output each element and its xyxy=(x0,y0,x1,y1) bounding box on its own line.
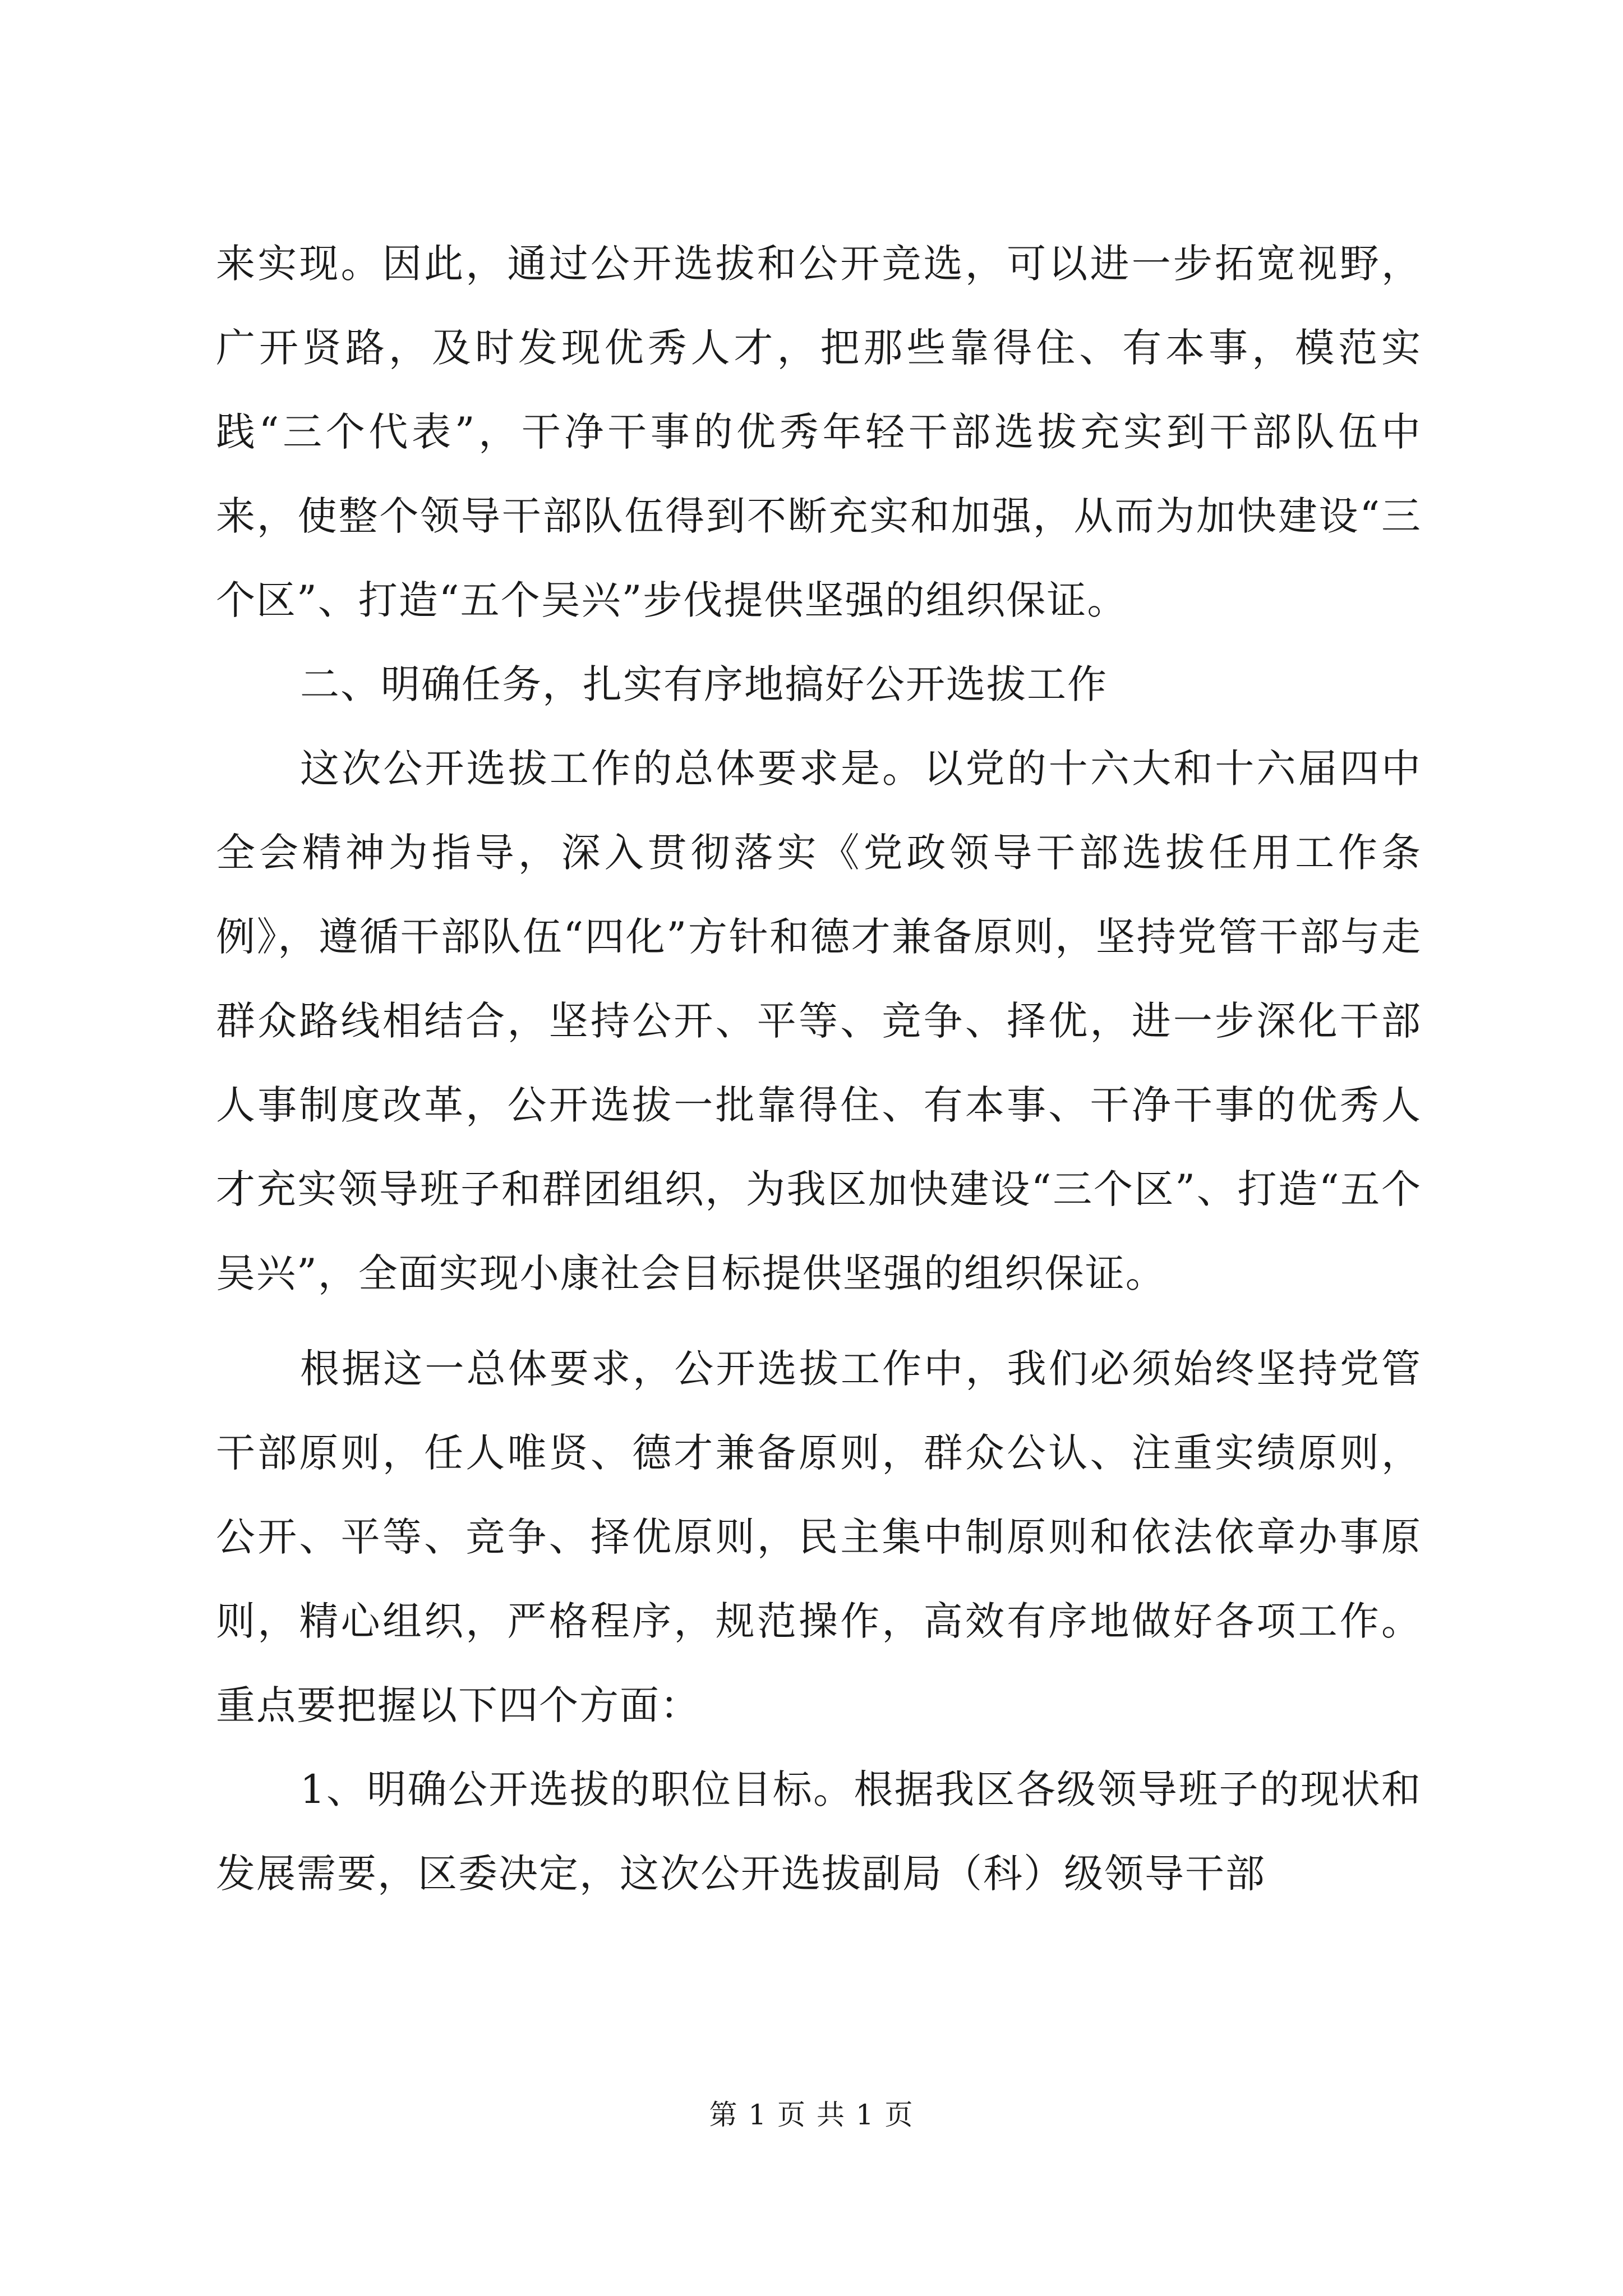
paragraph-overall-requirements: 这次公开选拔工作的总体要求是。以党的十六大和十六届四中全会精神为指导，深入贯彻落实《党政领导干部选拔任用工作条例》，遵循干部队伍“四化”方针和德才兼备原则，坚持党管干部与走群众路线相结合，坚持公开、平等、竞争、择优，进一步深化干部人事制度改革，公开选拔一批靠得住、有本事、干净干事的优秀人才充实领导班子和群团组织，为我区加快建设“三个区”、打造“五个吴兴”，全面实现小康社会目标提供坚强的组织保证。 xyxy=(216,746,1422,1296)
paragraph-continuation: 来实现。因此，通过公开选拔和公开竞选，可以进一步拓宽视野，广开贤路，及时发现优秀人才，把那些靠得住、有本事，模范实践“三个代表”，干净干事的优秀年轻干部选拔充实到干部队伍中来，使整个领导干部队伍得到不断充实和加强，从而为加快建设“三个区”、打造“五个吴兴”步伐提供坚强的组织保证。 xyxy=(216,241,1422,623)
paragraph-principles: 根据这一总体要求，公开选拔工作中，我们必须始终坚持党管干部原则，任人唯贤、德才兼备原则，群众公认、注重实绩原则，公开、平等、竞争、择优原则，民主集中制原则和依法依章办事原则，精心组织，严格程序，规范操作，高效有序地做好各项工作。重点要把握以下四个方面： xyxy=(216,1346,1422,1728)
section-heading: 二、明确任务，扎实有序地搞好公开选拔工作 xyxy=(300,661,1108,707)
page-number-footer: 第 1 页 共 1 页 xyxy=(709,2099,914,2131)
paragraph-position-targets: 1、明确公开选拔的职位目标。根据我区各级领导班子的现状和发展需要，区委决定，这次公开选拔副局（科）级领导干部 xyxy=(216,1766,1422,1897)
document-body xyxy=(216,222,1422,1916)
